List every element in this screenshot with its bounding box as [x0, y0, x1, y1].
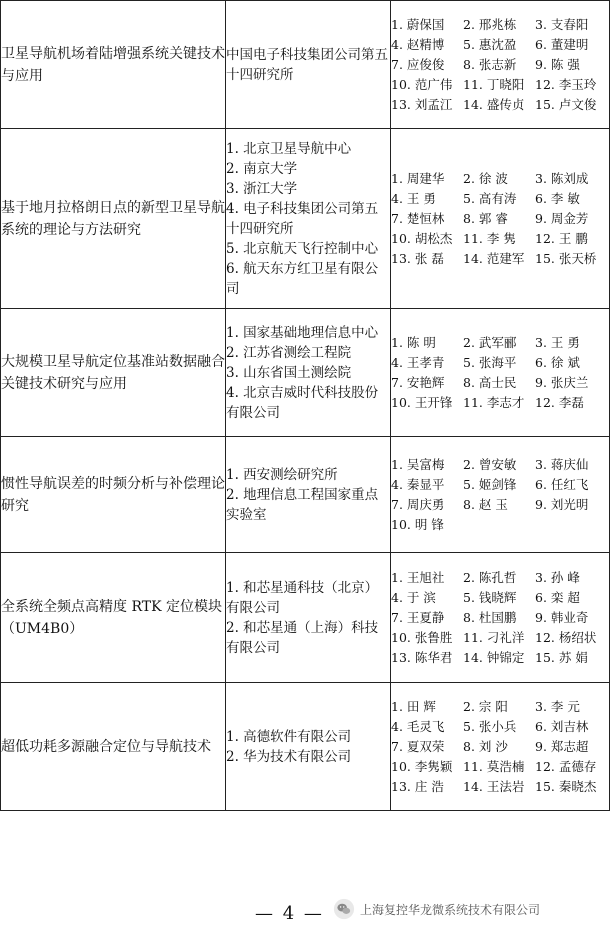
person-name: 9. 郑志超	[535, 738, 589, 754]
person-name: 3. 孙 峰	[535, 569, 580, 585]
unit-item: 2. 华为技术有限公司	[226, 748, 352, 765]
people-cell	[391, 553, 610, 683]
person-name: 13. 张 磊	[391, 250, 444, 266]
person-name: 5. 高有涛	[463, 190, 517, 206]
person-name: 14. 盛传贞	[463, 96, 525, 112]
project-name: 超低功耗多源融合定位与导航技术	[1, 683, 226, 811]
person-name: 1. 周建华	[391, 170, 445, 186]
person-name: 5. 姬剑锋	[463, 476, 517, 492]
person-name: 3. 王 勇	[535, 334, 580, 350]
units-cell	[226, 309, 391, 437]
unit-item: 4. 北京吉威时代科技股份有限公司	[226, 384, 379, 421]
unit-item: 3. 浙江大学	[226, 180, 298, 197]
person-name: 4. 王 勇	[391, 190, 436, 206]
person-name: 12. 李玉玲	[535, 76, 597, 92]
person-name: 3. 蒋庆仙	[535, 456, 589, 472]
person-name: 10. 范广伟	[391, 76, 453, 92]
unit-item: 1. 北京卫星导航中心	[226, 140, 352, 157]
person-name: 9. 韩业奇	[535, 609, 589, 625]
person-name: 6. 李 敏	[535, 190, 580, 206]
person-name: 14. 王法岩	[463, 778, 525, 794]
table-row	[1, 309, 610, 437]
person-name: 7. 王夏静	[391, 609, 445, 625]
unit-item: 1. 国家基础地理信息中心	[226, 324, 379, 341]
people-grid	[391, 568, 609, 668]
people-grid	[391, 455, 609, 535]
person-name: 3. 李 元	[535, 698, 580, 714]
person-name: 7. 夏双荣	[391, 738, 445, 754]
person-name: 6. 董建明	[535, 36, 589, 52]
person-name: 1. 吴富梅	[391, 456, 445, 472]
person-name: 14. 范建军	[463, 250, 525, 266]
person-name: 11. 莫浩楠	[463, 758, 525, 774]
unit-item: 1. 和芯星通科技（北京）有限公司	[226, 579, 379, 616]
person-name: 3. 陈刘成	[535, 170, 589, 186]
project-name: 全系统全频点高精度 RTK 定位模块（UM4B0）	[1, 553, 226, 683]
person-name: 10. 王开锋	[391, 394, 453, 410]
person-name: 13. 庄 浩	[391, 778, 444, 794]
person-name: 9. 张庆兰	[535, 374, 589, 390]
person-name: 12. 孟德存	[535, 758, 597, 774]
person-name: 13. 陈华君	[391, 649, 453, 665]
table-row	[1, 1, 610, 129]
units-cell	[226, 1, 391, 129]
person-name: 7. 应俊俊	[391, 56, 445, 72]
people-grid	[391, 15, 609, 115]
person-name: 8. 杜国鹏	[463, 609, 517, 625]
people-cell	[391, 309, 610, 437]
units-cell	[226, 129, 391, 309]
person-name: 2. 武军郦	[463, 334, 517, 350]
person-name: 10. 明 锋	[391, 516, 444, 532]
unit-item: 2. 地理信息工程国家重点实验室	[226, 486, 379, 523]
person-name: 4. 王孝青	[391, 354, 445, 370]
person-name: 4. 毛灵飞	[391, 718, 445, 734]
person-name: 2. 宗 阳	[463, 698, 508, 714]
person-name: 4. 秦显平	[391, 476, 445, 492]
unit-item: 4. 电子科技集团公司第五十四研究所	[226, 200, 379, 237]
units-cell	[226, 683, 391, 811]
person-name: 8. 赵 玉	[463, 496, 508, 512]
person-name: 5. 惠沈盈	[463, 36, 517, 52]
person-name: 2. 徐 波	[463, 170, 508, 186]
project-name: 卫星导航机场着陆增强系统关键技术与应用	[1, 1, 226, 129]
person-name: 4. 于 滨	[391, 589, 436, 605]
person-name: 2. 邢兆栋	[463, 16, 517, 32]
watermark	[333, 897, 540, 921]
unit-item: 1. 西安测绘研究所	[226, 466, 338, 483]
unit-item: 1. 高德软件有限公司	[226, 728, 352, 745]
person-name: 9. 陈 强	[535, 56, 580, 72]
table-row	[1, 129, 610, 309]
person-name: 2. 曾安敏	[463, 456, 517, 472]
person-name: 9. 刘光明	[535, 496, 589, 512]
person-name: 6. 任红飞	[535, 476, 589, 492]
person-name: 15. 卢文俊	[535, 96, 597, 112]
person-name: 11. 李志才	[463, 394, 525, 410]
person-name: 7. 周庆勇	[391, 496, 445, 512]
people-cell	[391, 683, 610, 811]
person-name: 15. 张天桥	[535, 250, 597, 266]
person-name: 5. 钱晓辉	[463, 589, 517, 605]
person-name: 3. 支春阳	[535, 16, 589, 32]
wechat-icon	[333, 898, 355, 920]
person-name: 4. 赵精博	[391, 36, 445, 52]
person-name: 7. 安艳辉	[391, 374, 445, 390]
person-name: 6. 刘吉林	[535, 718, 589, 734]
page-number: — 4 —	[255, 903, 324, 924]
person-name: 5. 张小兵	[463, 718, 517, 734]
person-name: 13. 刘孟江	[391, 96, 453, 112]
person-name: 11. 丁晓阳	[463, 76, 525, 92]
table-row	[1, 437, 610, 553]
person-name: 1. 田 辉	[391, 698, 436, 714]
person-name: 8. 高士民	[463, 374, 517, 390]
project-name: 基于地月拉格朗日点的新型卫星导航系统的理论与方法研究	[1, 129, 226, 309]
person-name: 6. 栾 超	[535, 589, 580, 605]
people-grid	[391, 169, 609, 269]
people-grid	[391, 697, 609, 797]
people-cell	[391, 437, 610, 553]
units-cell	[226, 553, 391, 683]
person-name: 12. 杨绍状	[535, 629, 597, 645]
person-name: 11. 李 隽	[463, 230, 516, 246]
unit-item: 3. 山东省国土测绘院	[226, 364, 352, 381]
person-name: 5. 张海平	[463, 354, 517, 370]
table-row	[1, 683, 610, 811]
person-name: 10. 张鲁胜	[391, 629, 453, 645]
person-name: 15. 秦晓杰	[535, 778, 597, 794]
unit-item: 2. 江苏省测绘工程院	[226, 344, 352, 361]
person-name: 1. 王旭社	[391, 569, 445, 585]
person-name: 1. 陈 明	[391, 334, 436, 350]
person-name: 7. 楚恒林	[391, 210, 445, 226]
person-name: 12. 王 鹏	[535, 230, 588, 246]
person-name: 9. 周金芳	[535, 210, 589, 226]
person-name: 14. 钟锦定	[463, 649, 525, 665]
person-name: 2. 陈孔哲	[463, 569, 517, 585]
watermark-text: 上海复控华龙微系统技术有限公司	[360, 902, 541, 917]
units-cell	[226, 437, 391, 553]
project-name: 惯性导航误差的时频分析与补偿理论研究	[1, 437, 226, 553]
person-name: 8. 郭 睿	[463, 210, 508, 226]
person-name: 12. 李磊	[535, 394, 584, 410]
person-name: 8. 张志新	[463, 56, 517, 72]
person-name: 11. 刁礼洋	[463, 629, 525, 645]
person-name: 10. 胡松杰	[391, 230, 453, 246]
people-grid	[391, 333, 609, 413]
people-cell	[391, 1, 610, 129]
unit-item: 6. 航天东方红卫星有限公司	[226, 260, 379, 297]
project-name: 大规模卫星导航定位基准站数据融合关键技术研究与应用	[1, 309, 226, 437]
people-cell	[391, 129, 610, 309]
person-name: 10. 李隽颖	[391, 758, 453, 774]
unit-item: 2. 南京大学	[226, 160, 298, 177]
person-name: 6. 徐 斌	[535, 354, 580, 370]
person-name: 15. 苏 娟	[535, 649, 588, 665]
unit-item: 中国电子科技集团公司第五十四研究所	[226, 46, 388, 83]
table-row	[1, 553, 610, 683]
person-name: 8. 刘 沙	[463, 738, 508, 754]
person-name: 1. 蔚保国	[391, 16, 445, 32]
page-footer	[0, 895, 610, 935]
unit-item: 2. 和芯星通（上海）科技有限公司	[226, 619, 379, 656]
unit-item: 5. 北京航天飞行控制中心	[226, 240, 379, 257]
